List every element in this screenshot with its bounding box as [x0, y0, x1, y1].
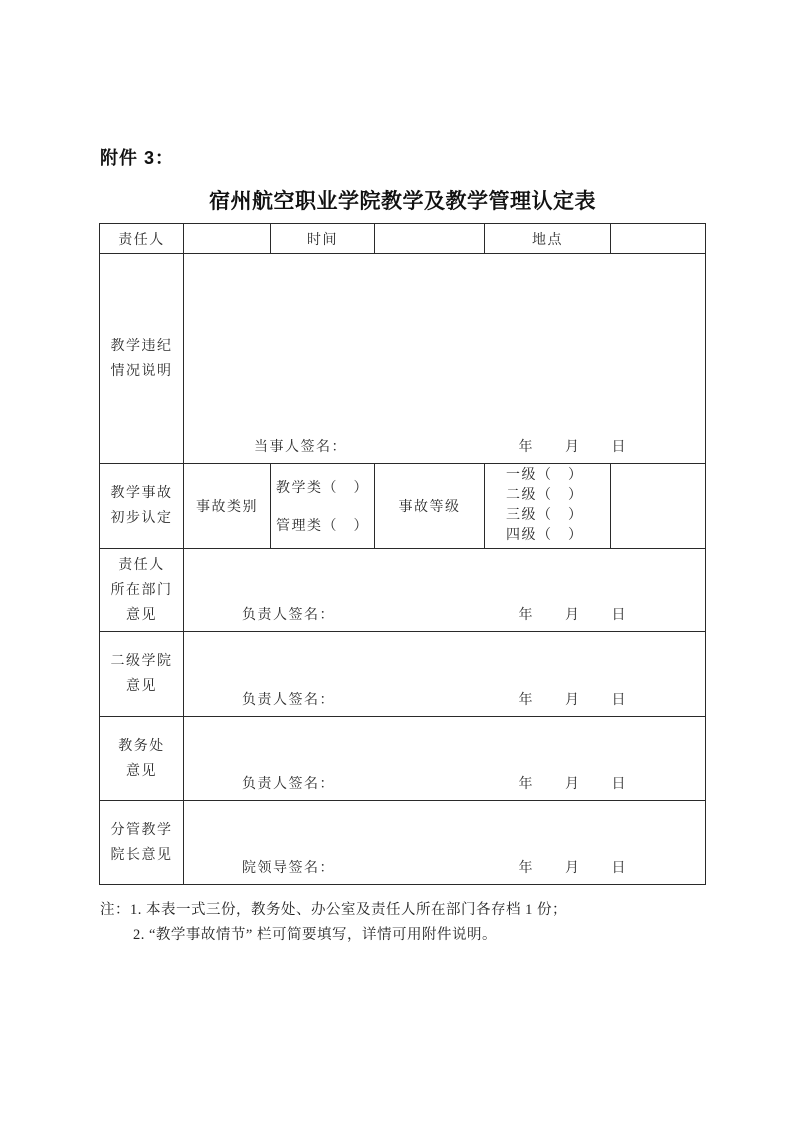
- footnote-2: 2. “教学事故情节” 栏可简要填写，详情可用附件说明。: [133, 927, 497, 943]
- accident-label-line2: 初步认定: [110, 511, 173, 526]
- academic-affairs-content-cell[interactable]: [184, 717, 705, 800]
- violation-row: [100, 254, 705, 464]
- academic-affairs-signature-label: 负责人签名：: [242, 777, 335, 792]
- footnotes: [100, 898, 567, 948]
- department-date-line: 年 月 日: [518, 608, 627, 623]
- form-table: [99, 223, 706, 885]
- grade-option-level3[interactable]: 三级（ ）: [506, 508, 584, 523]
- department-opinion-row: [100, 549, 705, 632]
- violation-content-cell[interactable]: [184, 254, 705, 463]
- accident-extra-cell[interactable]: [611, 464, 705, 548]
- dean-opinion-label-line2: 院长意见: [110, 847, 173, 863]
- party-signature-label: 当事人签名：: [254, 440, 347, 455]
- time-input-cell[interactable]: [375, 224, 485, 253]
- grade-option-level4[interactable]: 四级（ ）: [506, 528, 584, 543]
- dean-opinion-label-cell: [100, 801, 184, 884]
- accident-category-options-cell: [271, 464, 375, 548]
- time-label: 时间: [307, 232, 338, 248]
- accident-grade-label: 事故等级: [398, 500, 461, 515]
- dean-opinion-content-cell[interactable]: [184, 801, 705, 884]
- college-opinion-row: [100, 632, 705, 717]
- dean-signature-label: 院领导签名：: [242, 861, 335, 876]
- location-label: 地点: [532, 232, 563, 248]
- department-opinion-content-cell[interactable]: [184, 549, 705, 631]
- attachment-label: 附件 3：: [100, 148, 175, 168]
- college-opinion-label-line2: 意见: [126, 679, 157, 694]
- department-opinion-label-line3: 意见: [126, 607, 157, 623]
- violation-date-line: 年 月 日: [518, 440, 627, 455]
- responsible-person-label-cell: [100, 224, 184, 253]
- academic-affairs-label-line2: 意见: [126, 763, 157, 779]
- location-input-cell[interactable]: [611, 224, 705, 253]
- accident-category-label: 事故类别: [196, 500, 258, 515]
- department-opinion-label-line2: 所在部门: [110, 582, 173, 598]
- location-label-cell: [485, 224, 611, 253]
- responsible-person-input-cell[interactable]: [184, 224, 271, 253]
- college-head-signature-label: 负责人签名：: [242, 693, 335, 708]
- college-opinion-label-cell: [100, 632, 184, 716]
- accident-grade-label-cell: [375, 464, 485, 548]
- management-category-option[interactable]: 管理类（ ）: [276, 519, 369, 534]
- grade-option-level1[interactable]: 一级（ ）: [506, 468, 584, 483]
- violation-label-line1: 教学违纪: [110, 338, 173, 354]
- department-opinion-label-cell: [100, 549, 184, 631]
- accident-row: [100, 464, 705, 549]
- dean-opinion-label-line1: 分管教学: [110, 822, 173, 838]
- header-row: [100, 224, 705, 254]
- academic-affairs-label-line1: 教务处: [118, 738, 165, 754]
- college-opinion-label-line1: 二级学院: [110, 654, 173, 669]
- teaching-category-option[interactable]: 教学类（ ）: [276, 481, 369, 496]
- violation-label-line2: 情况说明: [110, 363, 173, 379]
- accident-label-cell: [100, 464, 184, 548]
- academic-affairs-label-cell: [100, 717, 184, 800]
- grade-option-level2[interactable]: 二级（ ）: [506, 488, 584, 503]
- academic-affairs-date-line: 年 月 日: [518, 777, 627, 792]
- dean-date-line: 年 月 日: [518, 861, 627, 876]
- accident-grade-options-cell: [485, 464, 611, 548]
- time-label-cell: [271, 224, 375, 253]
- accident-label-line1: 教学事故: [110, 486, 173, 501]
- page-title: 宿州航空职业学院教学及教学管理认定表: [209, 189, 596, 213]
- violation-label-cell: [100, 254, 184, 463]
- department-head-signature-label: 负责人签名：: [242, 608, 335, 623]
- responsible-person-label: 责任人: [118, 232, 165, 248]
- college-opinion-content-cell[interactable]: [184, 632, 705, 716]
- academic-affairs-opinion-row: [100, 717, 705, 801]
- accident-category-label-cell: [184, 464, 271, 548]
- footnote-1: 注：1. 本表一式三份，教务处、办公室及责任人所在部门各存档 1 份；: [100, 902, 567, 918]
- department-opinion-label-line1: 责任人: [118, 557, 165, 573]
- dean-opinion-row: [100, 801, 705, 884]
- college-date-line: 年 月 日: [518, 693, 627, 708]
